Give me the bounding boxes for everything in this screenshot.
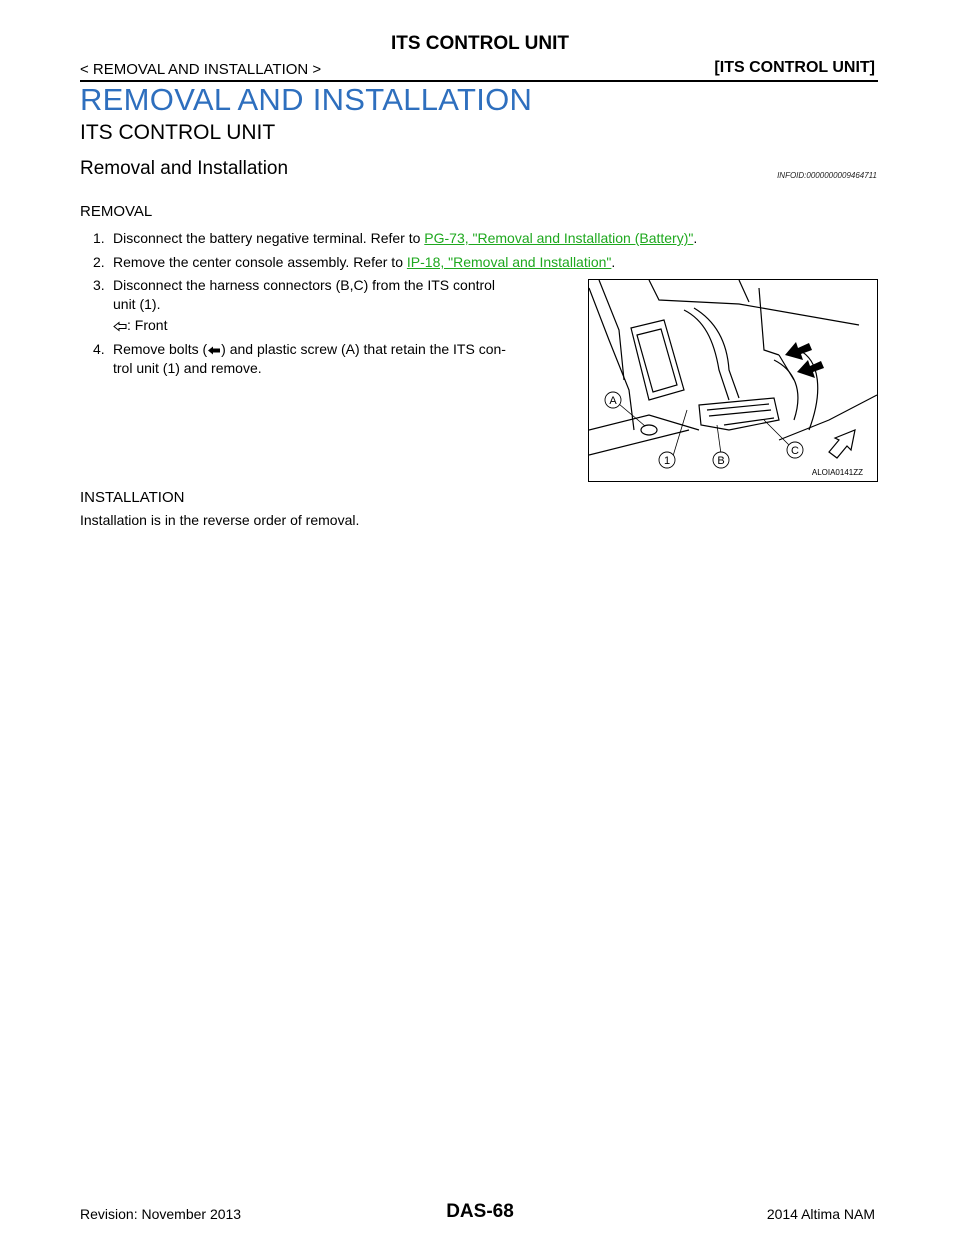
step-text-cont: unit (1). [113, 296, 161, 312]
step-text-cont: trol unit (1) and remove. [113, 360, 262, 376]
step-text: Remove the center console assembly. Refer to [113, 254, 407, 270]
step-text: Disconnect the battery negative terminal. Refer to [113, 230, 425, 246]
step-2 [93, 253, 615, 272]
callout-c: C [791, 445, 799, 457]
footer-model: 2014 Altima NAM [766, 1206, 875, 1222]
bolt-arrow-icon [207, 345, 221, 356]
step-number: 2. [93, 254, 105, 270]
step-text: Remove bolts ( [113, 341, 208, 357]
figure-id: ALOIA0141ZZ [811, 468, 863, 477]
front-label: : Front [127, 317, 168, 333]
its-unit-illustration [589, 280, 877, 481]
its-unit-figure [588, 279, 878, 482]
callout-1: 1 [663, 455, 671, 467]
step-number: 1. [93, 230, 105, 246]
callout-b: B [717, 455, 725, 467]
step-text: Disconnect the harness connectors (B,C) from the ITS control [113, 277, 496, 293]
footer-page-number: DAS-68 [446, 1201, 514, 1222]
step-end: . [611, 254, 616, 270]
front-arrow-icon [113, 321, 127, 332]
link-ip-18[interactable]: IP-18, "Removal and Installation" [406, 254, 612, 270]
installation-text: Installation is in the reverse order of removal. [80, 512, 360, 528]
subtitle: ITS CONTROL UNIT [80, 121, 276, 144]
breadcrumb: < REMOVAL AND INSTALLATION > [80, 61, 322, 78]
step-end: . [693, 230, 698, 246]
front-legend [93, 316, 583, 335]
page-header-title: ITS CONTROL UNIT [390, 33, 570, 54]
callout-a: A [609, 395, 617, 407]
link-pg-73[interactable]: PG-73, "Removal and Installation (Battery)" [424, 230, 694, 246]
removal-label: REMOVAL [80, 203, 153, 220]
step-3 [93, 276, 583, 335]
section-heading: Removal and Installation [80, 158, 289, 179]
info-id: INFOID:0000000009464711 [777, 171, 877, 180]
footer-revision: Revision: November 2013 [80, 1206, 242, 1222]
step-4 [93, 340, 583, 378]
step-number: 4. [93, 341, 105, 357]
step-number: 3. [93, 277, 105, 293]
section-tag: [ITS CONTROL UNIT] [714, 59, 875, 76]
step-text: ) and plastic screw (A) that retain the ITS con- [221, 341, 506, 357]
step-1 [93, 229, 697, 248]
installation-label: INSTALLATION [80, 489, 185, 506]
page-title: REMOVAL AND INSTALLATION [80, 82, 533, 117]
